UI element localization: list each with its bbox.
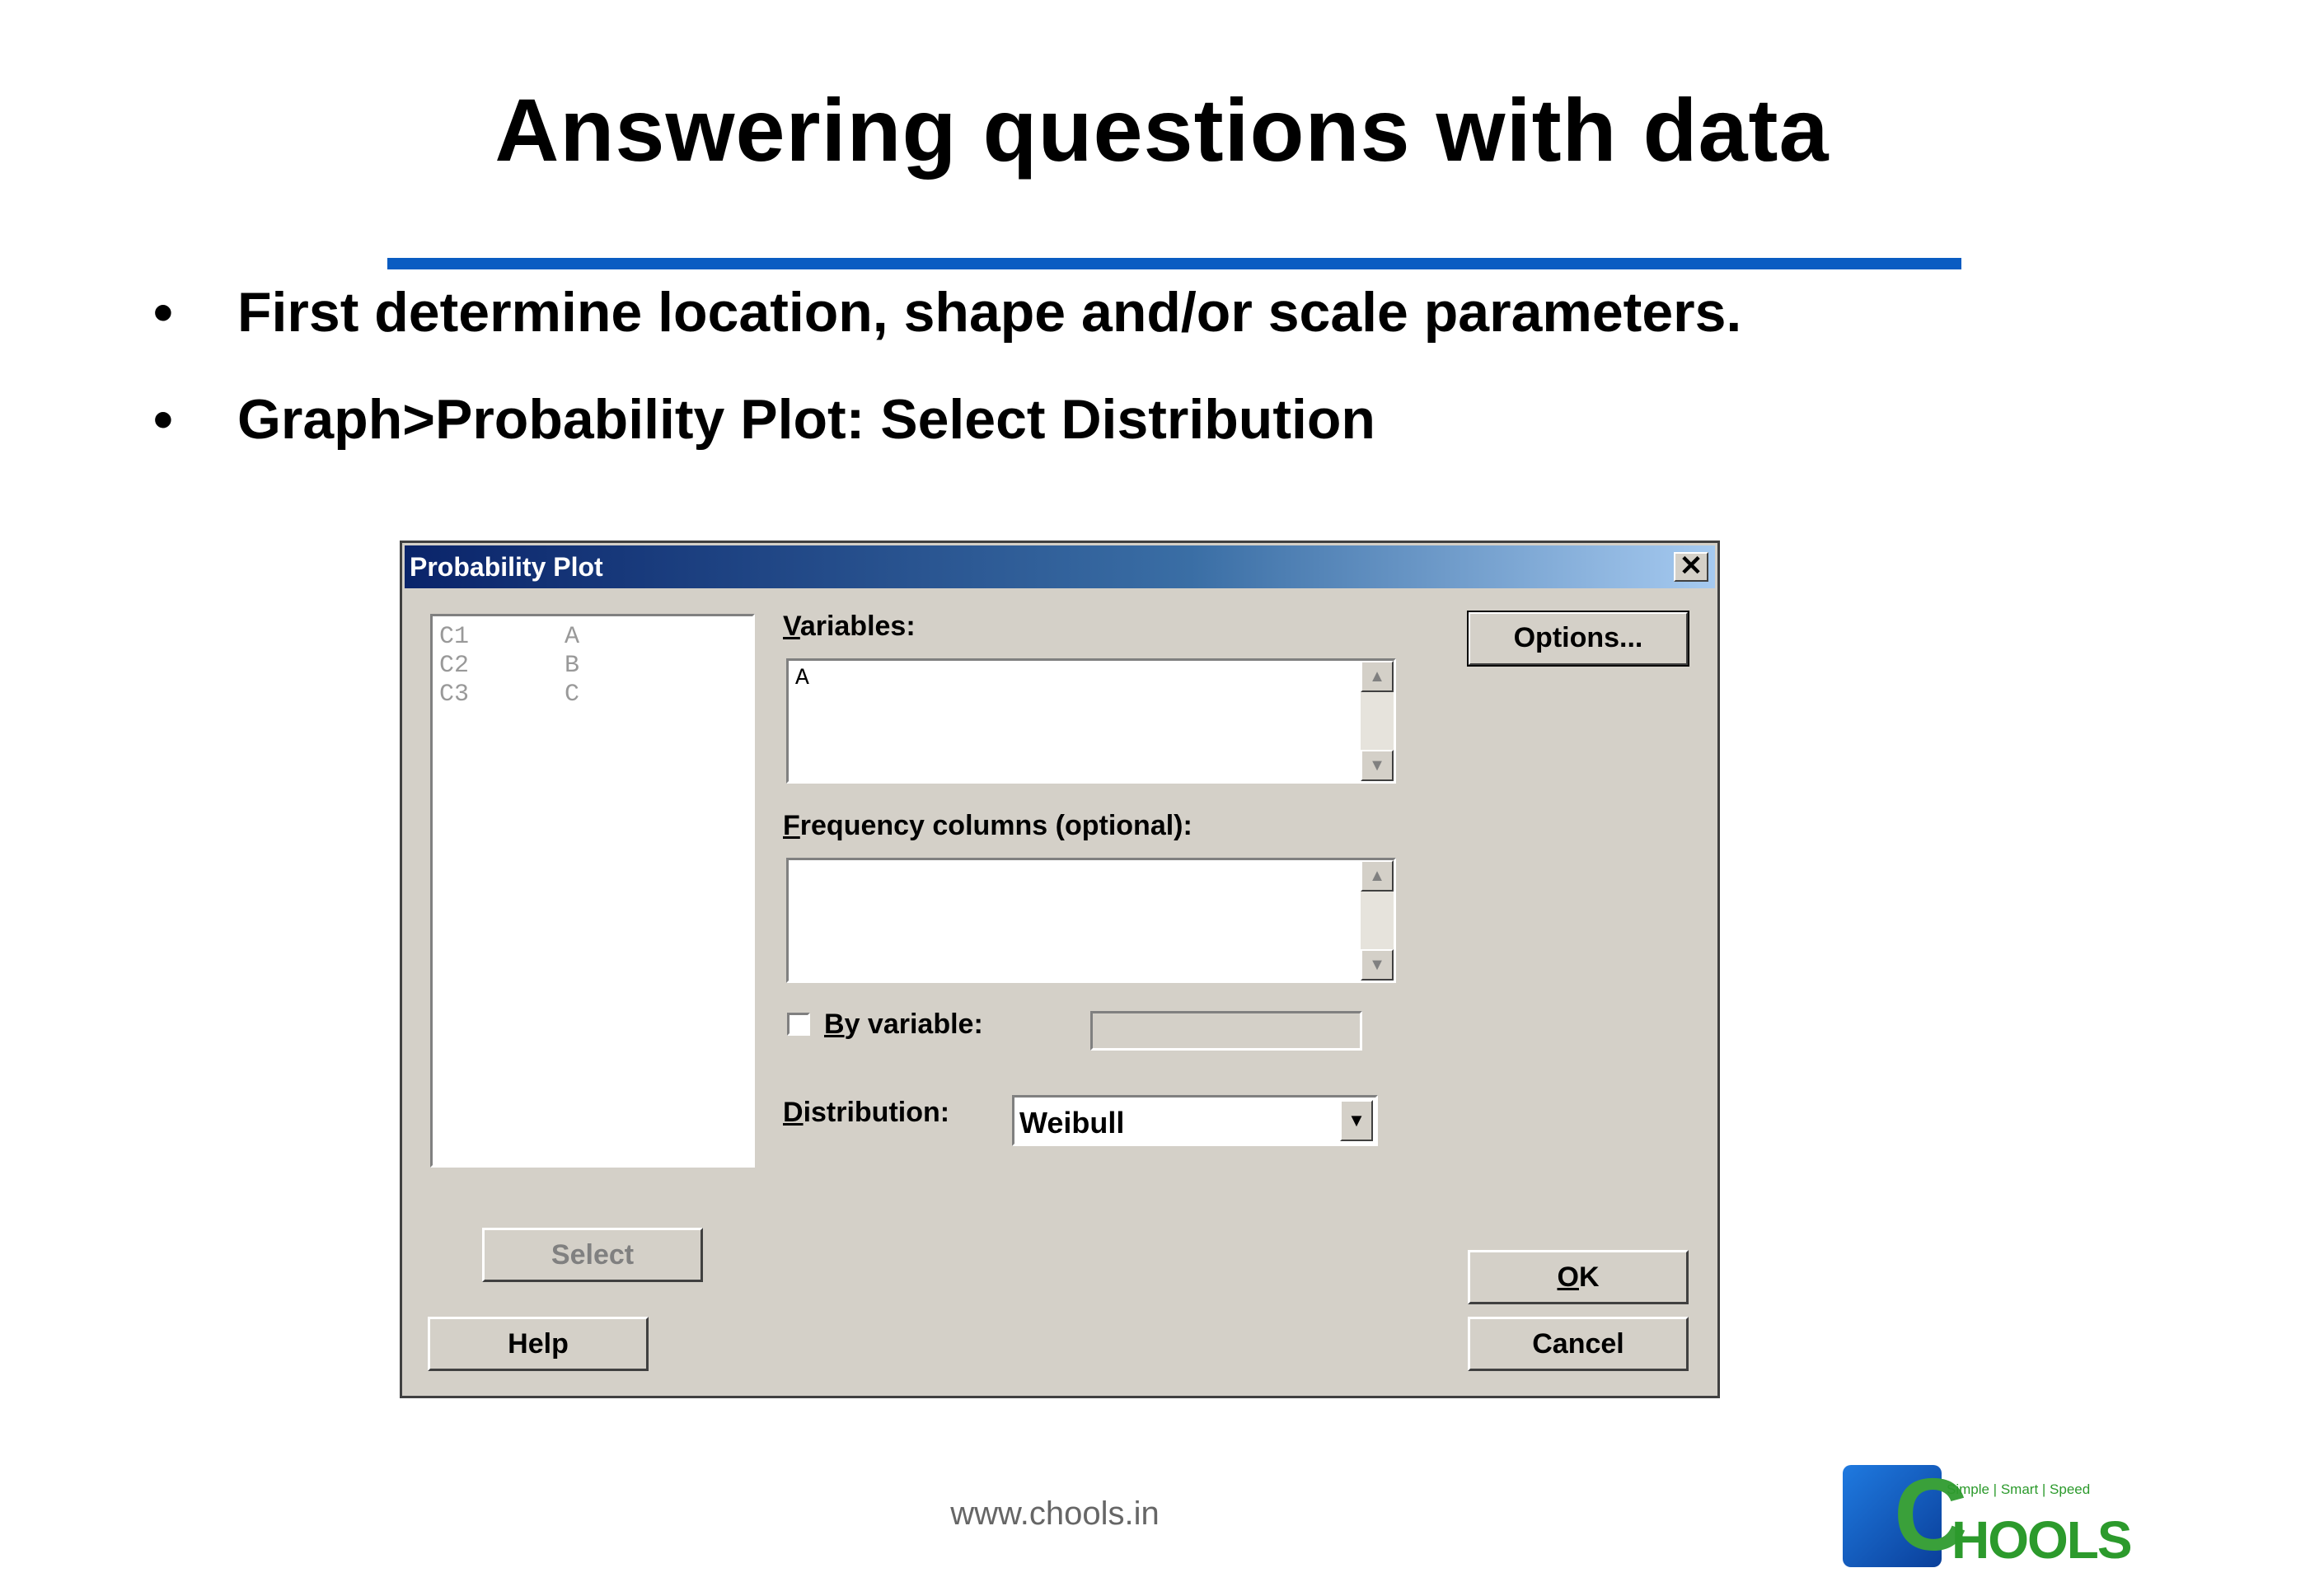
- slide-title: Answering questions with data: [494, 80, 1830, 180]
- variables-label: Variables:: [783, 611, 916, 642]
- variables-scrollbar[interactable]: [1361, 661, 1394, 781]
- distribution-label: Distribution:: [783, 1097, 950, 1128]
- footer-url: www.chools.in: [950, 1495, 1160, 1532]
- dialog-titlebar[interactable]: [405, 545, 1715, 588]
- column-list[interactable]: [430, 614, 755, 1168]
- scroll-down-icon[interactable]: ▼: [1361, 949, 1394, 981]
- frequency-scrollbar[interactable]: [1361, 860, 1394, 981]
- frequency-field[interactable]: [786, 858, 1396, 983]
- title-rule: [387, 258, 1961, 269]
- by-variable-label: By variable:: [824, 1009, 983, 1040]
- ok-button[interactable]: [1468, 1250, 1689, 1304]
- scroll-up-icon[interactable]: ▲: [1361, 661, 1394, 692]
- help-button[interactable]: [428, 1317, 649, 1371]
- cancel-button[interactable]: [1468, 1317, 1689, 1371]
- select-button[interactable]: [482, 1228, 703, 1282]
- bullet-marker: •: [153, 281, 173, 344]
- column-id: C1: [439, 623, 470, 651]
- logo-letter: C: [1894, 1458, 1968, 1572]
- column-name: B: [565, 652, 580, 680]
- by-variable-field[interactable]: [1090, 1011, 1362, 1051]
- distribution-select[interactable]: [1012, 1095, 1378, 1146]
- scroll-down-icon[interactable]: ▼: [1361, 750, 1394, 781]
- list-item[interactable]: [439, 623, 580, 651]
- list-item[interactable]: [439, 681, 580, 709]
- variables-field[interactable]: [786, 658, 1396, 784]
- logo-tagline: Simple | Smart | Speed: [1947, 1481, 2091, 1497]
- bullet-marker: •: [153, 388, 173, 451]
- list-item[interactable]: [439, 652, 580, 680]
- help-label: Help: [508, 1328, 569, 1360]
- bullet-text: First determine location, shape and/or scale parameters.: [237, 281, 1742, 344]
- bullet-text: Graph>Probability Plot: Select Distribution: [237, 388, 1375, 451]
- chevron-down-icon[interactable]: ▼: [1340, 1100, 1373, 1141]
- logo-wordmark: HOOLS: [1952, 1510, 2131, 1570]
- column-id: C3: [439, 681, 470, 709]
- probability-plot-dialog: [400, 541, 1720, 1398]
- scroll-up-icon[interactable]: ▲: [1361, 860, 1394, 892]
- close-button[interactable]: [1674, 552, 1708, 582]
- column-name: A: [565, 623, 580, 651]
- ok-label: OK: [1557, 1261, 1600, 1293]
- column-id: C2: [439, 652, 470, 680]
- variables-value: A: [795, 666, 809, 691]
- close-icon: ✕: [1679, 550, 1703, 582]
- column-name: C: [565, 681, 580, 709]
- select-label: Select: [551, 1239, 635, 1271]
- options-label: Options...: [1513, 622, 1643, 653]
- chools-logo: [1843, 1458, 2131, 1572]
- distribution-value: Weibull: [1019, 1106, 1125, 1140]
- cancel-label: Cancel: [1532, 1328, 1624, 1360]
- dialog-title: Probability Plot: [410, 552, 603, 582]
- options-button[interactable]: [1468, 611, 1689, 666]
- frequency-label: Frequency columns (optional):: [783, 810, 1192, 841]
- by-variable-checkbox[interactable]: [787, 1013, 810, 1036]
